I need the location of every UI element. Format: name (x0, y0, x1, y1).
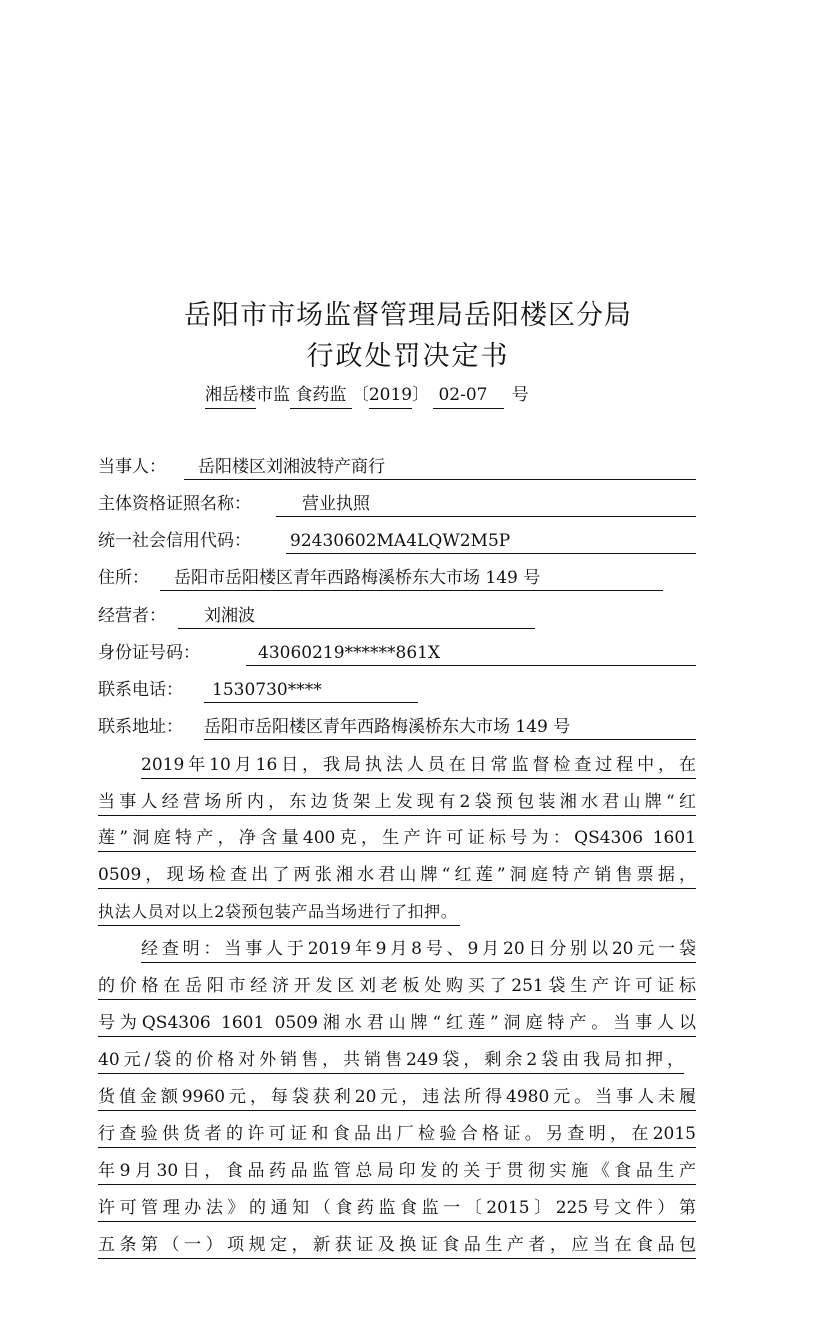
paragraph-line: 行查验供货者的许可证和食品出厂检验合格证。另查明，在2015 (98, 1120, 696, 1148)
phone-label: 联系电话： (98, 680, 183, 700)
doc-number-prefix: 湘岳楼 (205, 382, 256, 409)
document-number (205, 382, 529, 409)
doc-number-bracket-close: 〕 (412, 385, 430, 405)
party-row-id-number (98, 639, 441, 667)
operator-value: 刘湘波 (178, 602, 535, 629)
paragraph-line: 2019年10月16日，我局执法人员在日常监督检查过程中，在 (141, 751, 696, 779)
doc-number-type: 食药监 (290, 382, 352, 409)
paragraph-line: 许可管理办法》的通知（食药监食监一〔2015〕225号文件）第 (98, 1194, 696, 1222)
paragraph-line: 40元/袋的价格对外销售，共销售249袋，剩余2袋由我局扣押， (98, 1046, 684, 1074)
paragraph-line: 号为QS4306 1601 0509湘水君山牌“红莲”洞庭特产。当事人以 (98, 1009, 696, 1037)
paragraph-line: 五条第（一）项规定，新获证及换证食品生产者，应当在食品包 (98, 1231, 696, 1259)
paragraph-line: 货值金额9960元，每袋获利20元，违法所得4980元。当事人未履 (98, 1083, 696, 1111)
address-value: 岳阳市岳阳楼区青年西路梅溪桥东大市场 149 号 (160, 564, 663, 591)
contact-address-label: 联系地址： (98, 717, 183, 737)
doc-number-dept: 市监 (256, 385, 290, 405)
paragraph-line: 莲”洞庭特产，净含量400克，生产许可证标号为：QS4306 1601 (98, 824, 696, 852)
party-row-operator (98, 602, 255, 630)
party-row-credit-code (98, 527, 511, 555)
party-row-contact-address (98, 713, 571, 741)
license-name-value: 营业执照 (276, 490, 696, 517)
paragraph-line: 执法人员对以上2袋预包装产品当场进行了扣押。 (98, 898, 460, 926)
phone-value: 1530730**** (204, 676, 418, 703)
document-title: 行政处罚决定书 (306, 341, 510, 372)
paragraph-line: 0509，现场检查出了两张湘水君山牌“红莲”洞庭特产销售票据， (98, 861, 696, 889)
party-row-license-name (98, 490, 370, 518)
contact-address-value: 岳阳市岳阳楼区青年西路梅溪桥东大市场 149 号 (204, 713, 696, 740)
paragraph-line: 年9月30日，食品药品监管总局印发的关于贯彻实施《食品生产 (98, 1157, 696, 1185)
credit-code-value: 92430602MA4LQW2M5P (286, 527, 696, 554)
operator-label: 经营者： (98, 606, 166, 626)
id-number-value: 43060219******861X (246, 639, 696, 666)
party-row-phone (98, 676, 322, 704)
paragraph-line: 的价格在岳阳市经济开发区刘老板处购买了251袋生产许可证标 (98, 972, 696, 1000)
doc-number-year: 2019 (369, 382, 412, 409)
doc-number-suffix: 号 (511, 385, 529, 405)
party-row-name (98, 453, 385, 481)
paragraph-line: 当事人经营场所内，东边货架上发现有2袋预包装湘水君山牌“红 (98, 788, 696, 816)
party-name-value: 岳阳楼区刘湘波特产商行 (184, 453, 696, 480)
paragraph-line: 经查明：当事人于2019年9月8号、9月20日分别以20元一袋 (141, 935, 696, 963)
agency-title: 岳阳市市场监督管理局岳阳楼区分局 (184, 300, 632, 331)
doc-number-serial: 02-07 (433, 382, 504, 409)
credit-code-label: 统一社会信用代码： (98, 531, 251, 551)
id-number-label: 身份证号码： (98, 643, 200, 663)
doc-number-bracket-open: 〔 (351, 385, 369, 405)
party-row-address (98, 564, 541, 592)
party-name-label: 当事人： (98, 457, 166, 477)
address-label: 住所： (98, 568, 149, 588)
license-name-label: 主体资格证照名称： (98, 494, 251, 514)
